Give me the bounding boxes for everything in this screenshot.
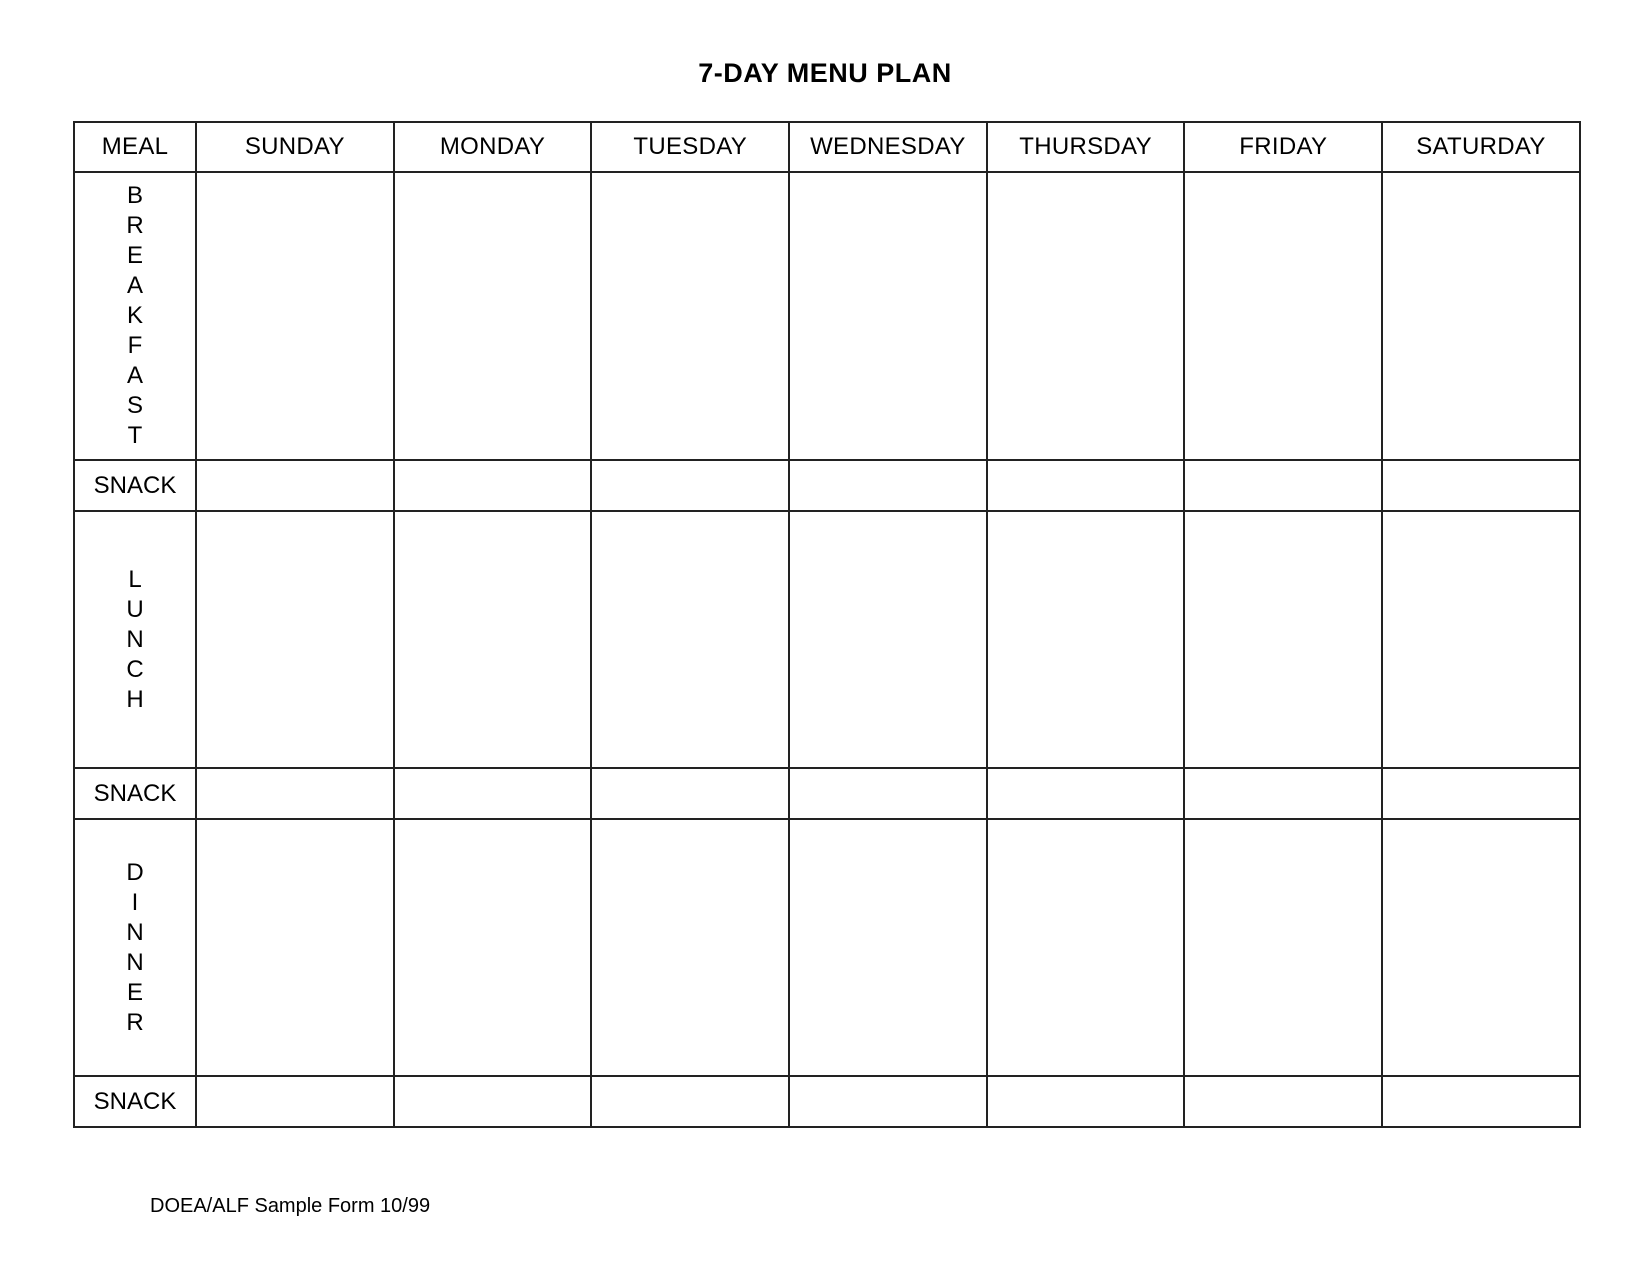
breakfast-label: B R E A K F A S T [74, 172, 196, 460]
breakfast-cell-sunday[interactable] [196, 172, 394, 460]
dinner-cell-monday[interactable] [394, 819, 592, 1076]
snack3-cell-saturday[interactable] [1382, 1076, 1580, 1127]
snack-row-2 [74, 768, 1580, 819]
day-header-monday: MONDAY [394, 122, 592, 172]
breakfast-cell-friday[interactable] [1184, 172, 1382, 460]
dinner-cell-friday[interactable] [1184, 819, 1382, 1076]
lunch-cell-saturday[interactable] [1382, 511, 1580, 768]
snack2-cell-wednesday[interactable] [789, 768, 987, 819]
lunch-cell-thursday[interactable] [987, 511, 1185, 768]
meal-column-header: MEAL [74, 122, 196, 172]
snack3-cell-wednesday[interactable] [789, 1076, 987, 1127]
lunch-row [74, 511, 1580, 768]
day-header-thursday: THURSDAY [987, 122, 1185, 172]
header-row [74, 122, 1580, 172]
day-header-wednesday: WEDNESDAY [789, 122, 987, 172]
dinner-cell-thursday[interactable] [987, 819, 1185, 1076]
snack3-cell-tuesday[interactable] [591, 1076, 789, 1127]
snack3-cell-friday[interactable] [1184, 1076, 1382, 1127]
day-header-tuesday: TUESDAY [591, 122, 789, 172]
breakfast-cell-monday[interactable] [394, 172, 592, 460]
lunch-cell-tuesday[interactable] [591, 511, 789, 768]
lunch-cell-sunday[interactable] [196, 511, 394, 768]
snack1-cell-thursday[interactable] [987, 460, 1185, 511]
snack1-cell-friday[interactable] [1184, 460, 1382, 511]
form-footer: DOEA/ALF Sample Form 10/99 [150, 1195, 431, 1217]
breakfast-row [74, 172, 1580, 460]
dinner-label: D I N N E R [74, 819, 196, 1076]
snack3-cell-sunday[interactable] [196, 1076, 394, 1127]
breakfast-cell-wednesday[interactable] [789, 172, 987, 460]
snack1-cell-tuesday[interactable] [591, 460, 789, 511]
snack1-cell-sunday[interactable] [196, 460, 394, 511]
snack1-cell-wednesday[interactable] [789, 460, 987, 511]
dinner-cell-saturday[interactable] [1382, 819, 1580, 1076]
snack-label-3: SNACK [74, 1076, 196, 1127]
breakfast-cell-saturday[interactable] [1382, 172, 1580, 460]
menu-plan-table [73, 121, 1581, 1128]
snack2-cell-saturday[interactable] [1382, 768, 1580, 819]
snack2-cell-tuesday[interactable] [591, 768, 789, 819]
day-header-sunday: SUNDAY [196, 122, 394, 172]
snack3-cell-thursday[interactable] [987, 1076, 1185, 1127]
snack2-cell-thursday[interactable] [987, 768, 1185, 819]
dinner-cell-sunday[interactable] [196, 819, 394, 1076]
snack2-cell-monday[interactable] [394, 768, 592, 819]
dinner-cell-tuesday[interactable] [591, 819, 789, 1076]
lunch-label: L U N C H [74, 511, 196, 768]
snack1-cell-monday[interactable] [394, 460, 592, 511]
page-title: 7-DAY MENU PLAN [698, 58, 952, 88]
snack2-cell-sunday[interactable] [196, 768, 394, 819]
lunch-cell-wednesday[interactable] [789, 511, 987, 768]
snack1-cell-saturday[interactable] [1382, 460, 1580, 511]
day-header-friday: FRIDAY [1184, 122, 1382, 172]
breakfast-cell-thursday[interactable] [987, 172, 1185, 460]
lunch-cell-friday[interactable] [1184, 511, 1382, 768]
snack3-cell-monday[interactable] [394, 1076, 592, 1127]
snack-row-1 [74, 460, 1580, 511]
lunch-cell-monday[interactable] [394, 511, 592, 768]
breakfast-cell-tuesday[interactable] [591, 172, 789, 460]
snack-row-3 [74, 1076, 1580, 1127]
snack-label-2: SNACK [74, 768, 196, 819]
dinner-cell-wednesday[interactable] [789, 819, 987, 1076]
snack2-cell-friday[interactable] [1184, 768, 1382, 819]
snack-label-1: SNACK [74, 460, 196, 511]
day-header-saturday: SATURDAY [1382, 122, 1580, 172]
dinner-row [74, 819, 1580, 1076]
